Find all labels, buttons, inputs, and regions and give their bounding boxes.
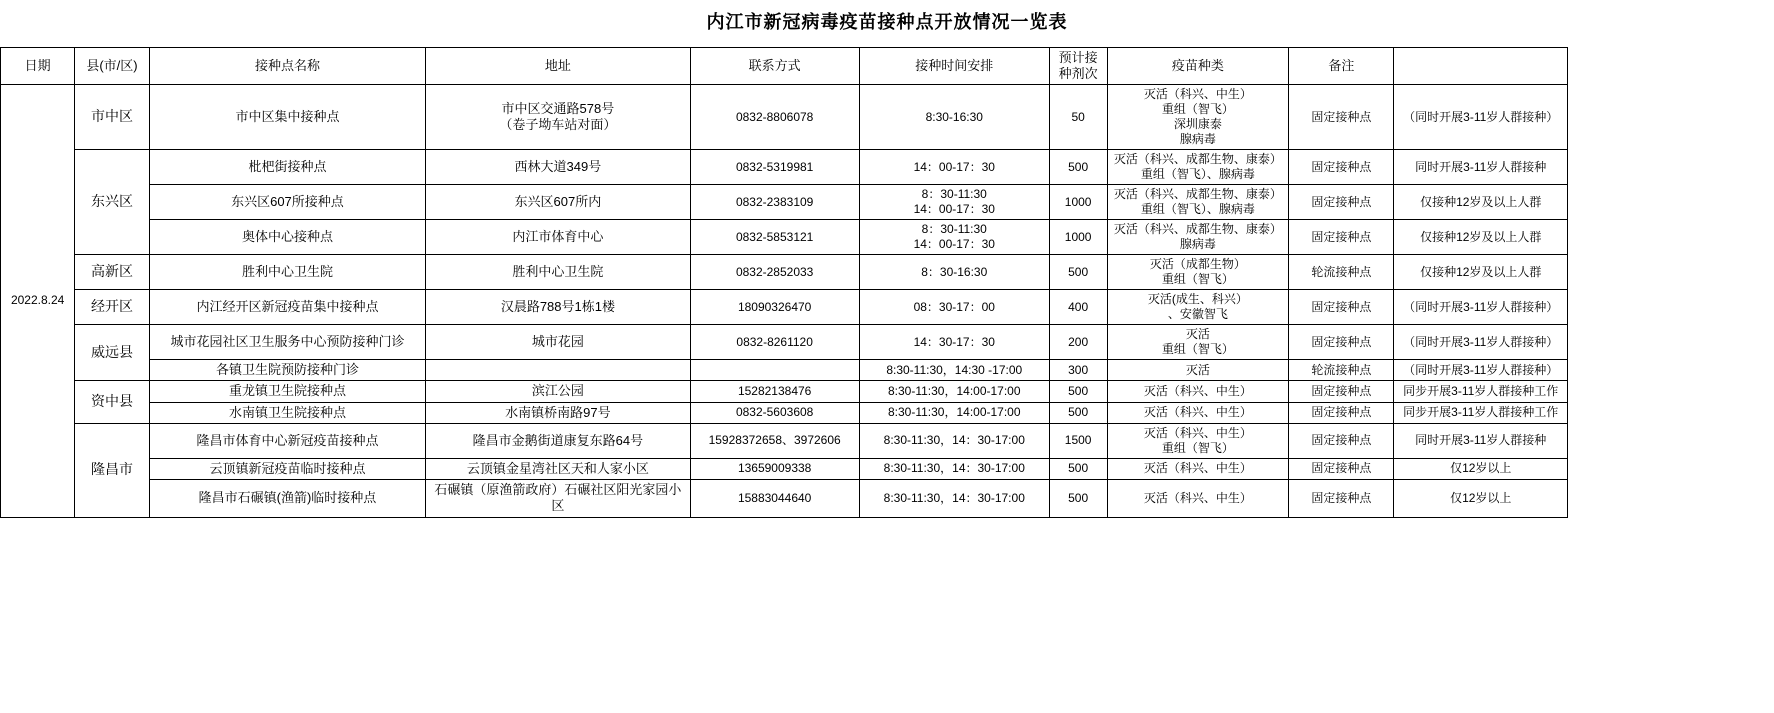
cell-site-name: 枇杷街接种点 xyxy=(149,150,426,185)
cell-vaccine-type: 灭活（科兴、中生） 重组（智飞） xyxy=(1107,423,1289,458)
cell-vaccine-type: 灭活 重组（智飞） xyxy=(1107,325,1289,360)
cell-note: 同时开展3-11岁人群接种 xyxy=(1394,423,1568,458)
table-row xyxy=(1,423,1568,458)
cell-site-name: 奥体中心接种点 xyxy=(149,220,426,255)
cell-remark: 固定接种点 xyxy=(1289,480,1394,518)
cell-site-name: 胜利中心卫生院 xyxy=(149,255,426,290)
header-contact: 联系方式 xyxy=(690,47,859,85)
cell-doses: 1500 xyxy=(1049,423,1107,458)
cell-note: 仅12岁以上 xyxy=(1394,458,1568,479)
cell-time: 8：30-11:30 14：00-17：30 xyxy=(859,185,1049,220)
cell-contact: 0832-8261120 xyxy=(690,325,859,360)
cell-vaccine-type: 灭活（科兴、成都生物、康泰） 重组（智飞）、腺病毒 xyxy=(1107,185,1289,220)
cell-doses: 50 xyxy=(1049,85,1107,150)
cell-vaccine-type: 灭活 xyxy=(1107,360,1289,381)
page-title: 内江市新冠病毒疫苗接种点开放情况一览表 xyxy=(706,12,1068,32)
cell-time: 08：30-17：00 xyxy=(859,290,1049,325)
cell-vaccine-type: 灭活（科兴、成都生物、康泰） 腺病毒 xyxy=(1107,220,1289,255)
cell-contact: 15883044640 xyxy=(690,480,859,518)
cell-vaccine-type: 灭活（成都生物） 重组（智飞） xyxy=(1107,255,1289,290)
cell-address: 胜利中心卫生院 xyxy=(426,255,690,290)
header-county: 县(市/区) xyxy=(75,47,149,85)
cell-address: 城市花园 xyxy=(426,325,690,360)
table-body xyxy=(1,85,1568,518)
cell-note: 仅接种12岁及以上人群 xyxy=(1394,220,1568,255)
cell-note: （同时开展3-11岁人群接种） xyxy=(1394,85,1568,150)
cell-site-name: 各镇卫生院预防接种门诊 xyxy=(149,360,426,381)
header-date: 日期 xyxy=(1,47,75,85)
cell-site-name: 重龙镇卫生院接种点 xyxy=(149,381,426,402)
cell-remark: 固定接种点 xyxy=(1289,185,1394,220)
table-header-row xyxy=(1,47,1568,85)
cell-vaccine-type: 灭活(成生、科兴） 、安徽智飞 xyxy=(1107,290,1289,325)
cell-contact: 0832-2383109 xyxy=(690,185,859,220)
cell-county: 市中区 xyxy=(75,85,149,150)
cell-county: 隆昌市 xyxy=(75,423,149,517)
cell-doses: 1000 xyxy=(1049,185,1107,220)
cell-contact: 0832-8806078 xyxy=(690,85,859,150)
cell-time: 8:30-11:30，14：30-17:00 xyxy=(859,423,1049,458)
header-doses: 预计接种剂次 xyxy=(1049,47,1107,85)
cell-contact: 0832-2852033 xyxy=(690,255,859,290)
cell-address: 汉晨路788号1栋1楼 xyxy=(426,290,690,325)
cell-time: 14：00-17：30 xyxy=(859,150,1049,185)
cell-contact: 0832-5603608 xyxy=(690,402,859,423)
cell-site-name: 城市花园社区卫生服务中心预防接种门诊 xyxy=(149,325,426,360)
cell-remark: 固定接种点 xyxy=(1289,458,1394,479)
header-vaccine-type: 疫苗种类 xyxy=(1107,47,1289,85)
cell-site-name: 水南镇卫生院接种点 xyxy=(149,402,426,423)
cell-contact xyxy=(690,360,859,381)
cell-remark: 固定接种点 xyxy=(1289,85,1394,150)
cell-remark: 固定接种点 xyxy=(1289,325,1394,360)
cell-site-name: 隆昌市石碾镇(渔箭)临时接种点 xyxy=(149,480,426,518)
cell-remark: 固定接种点 xyxy=(1289,150,1394,185)
table-row xyxy=(1,480,1568,518)
cell-contact: 18090326470 xyxy=(690,290,859,325)
cell-doses: 200 xyxy=(1049,325,1107,360)
cell-address xyxy=(426,360,690,381)
header-extra xyxy=(1394,47,1568,85)
cell-county: 东兴区 xyxy=(75,150,149,255)
cell-address: 滨江公园 xyxy=(426,381,690,402)
cell-note: 仅接种12岁及以上人群 xyxy=(1394,185,1568,220)
cell-contact: 15282138476 xyxy=(690,381,859,402)
cell-remark: 固定接种点 xyxy=(1289,402,1394,423)
cell-note: 仅12岁以上 xyxy=(1394,480,1568,518)
cell-address: 云顶镇金星湾社区天和人家小区 xyxy=(426,458,690,479)
cell-time: 8:30-11:30，14：30-17:00 xyxy=(859,480,1049,518)
cell-doses: 400 xyxy=(1049,290,1107,325)
cell-address: 石碾镇（原渔箭政府）石碾社区阳光家园小区 xyxy=(426,480,690,518)
cell-contact: 0832-5853121 xyxy=(690,220,859,255)
header-time: 接种时间安排 xyxy=(859,47,1049,85)
table-row xyxy=(1,325,1568,360)
cell-note: 同步开展3-11岁人群接种工作 xyxy=(1394,402,1568,423)
cell-note: （同时开展3-11岁人群接种） xyxy=(1394,325,1568,360)
header-site-name: 接种点名称 xyxy=(149,47,426,85)
cell-address: 水南镇桥南路97号 xyxy=(426,402,690,423)
cell-doses: 500 xyxy=(1049,150,1107,185)
cell-remark: 固定接种点 xyxy=(1289,381,1394,402)
table-row xyxy=(1,185,1568,220)
cell-remark: 轮流接种点 xyxy=(1289,255,1394,290)
cell-note: 同步开展3-11岁人群接种工作 xyxy=(1394,381,1568,402)
table-row xyxy=(1,290,1568,325)
cell-site-name: 内江经开区新冠疫苗集中接种点 xyxy=(149,290,426,325)
cell-doses: 1000 xyxy=(1049,220,1107,255)
cell-contact: 13659009338 xyxy=(690,458,859,479)
cell-doses: 300 xyxy=(1049,360,1107,381)
cell-vaccine-type: 灭活（科兴、中生） 重组（智飞） 深圳康泰 腺病毒 xyxy=(1107,85,1289,150)
cell-date: 2022.8.24 xyxy=(1,85,75,518)
cell-vaccine-type: 灭活（科兴、中生） xyxy=(1107,402,1289,423)
cell-site-name: 市中区集中接种点 xyxy=(149,85,426,150)
table-row xyxy=(1,255,1568,290)
cell-remark: 固定接种点 xyxy=(1289,290,1394,325)
cell-remark: 固定接种点 xyxy=(1289,220,1394,255)
cell-time: 8:30-11:30，14:00-17:00 xyxy=(859,381,1049,402)
cell-county: 资中县 xyxy=(75,381,149,424)
cell-remark: 固定接种点 xyxy=(1289,423,1394,458)
cell-doses: 500 xyxy=(1049,255,1107,290)
cell-vaccine-type: 灭活（科兴、成都生物、康泰） 重组（智飞）、腺病毒 xyxy=(1107,150,1289,185)
cell-time: 14：30-17：30 xyxy=(859,325,1049,360)
cell-address: 隆昌市金鹅街道康复东路64号 xyxy=(426,423,690,458)
header-remark: 备注 xyxy=(1289,47,1394,85)
table-row xyxy=(1,85,1568,150)
cell-vaccine-type: 灭活（科兴、中生） xyxy=(1107,458,1289,479)
cell-county: 经开区 xyxy=(75,290,149,325)
table-row xyxy=(1,458,1568,479)
cell-remark: 轮流接种点 xyxy=(1289,360,1394,381)
cell-note: （同时开展3-11岁人群接种） xyxy=(1394,360,1568,381)
cell-site-name: 东兴区607所接种点 xyxy=(149,185,426,220)
header-address: 地址 xyxy=(426,47,690,85)
table-row xyxy=(1,360,1568,381)
cell-time: 8：30-16:30 xyxy=(859,255,1049,290)
cell-vaccine-type: 灭活（科兴、中生） xyxy=(1107,381,1289,402)
cell-county: 威远县 xyxy=(75,325,149,381)
cell-note: 仅接种12岁及以上人群 xyxy=(1394,255,1568,290)
cell-time: 8:30-11:30，14：30-17:00 xyxy=(859,458,1049,479)
cell-address: 东兴区607所内 xyxy=(426,185,690,220)
cell-contact: 15928372658、3972606 xyxy=(690,423,859,458)
cell-address: 内江市体育中心 xyxy=(426,220,690,255)
table-row xyxy=(1,150,1568,185)
cell-doses: 500 xyxy=(1049,381,1107,402)
cell-contact: 0832-5319981 xyxy=(690,150,859,185)
cell-site-name: 云顶镇新冠疫苗临时接种点 xyxy=(149,458,426,479)
cell-doses: 500 xyxy=(1049,402,1107,423)
cell-note: 同时开展3-11岁人群接种 xyxy=(1394,150,1568,185)
cell-vaccine-type: 灭活（科兴、中生） xyxy=(1107,480,1289,518)
cell-note: （同时开展3-11岁人群接种） xyxy=(1394,290,1568,325)
table-row xyxy=(1,220,1568,255)
cell-address: 市中区交通路578号 （卷子坳车站对面） xyxy=(426,85,690,150)
cell-time: 8:30-11:30，14:30 -17:00 xyxy=(859,360,1049,381)
cell-address: 西林大道349号 xyxy=(426,150,690,185)
table-row xyxy=(1,381,1568,402)
cell-doses: 500 xyxy=(1049,458,1107,479)
cell-county: 高新区 xyxy=(75,255,149,290)
vaccination-sites-table xyxy=(0,47,1568,518)
table-row xyxy=(1,402,1568,423)
cell-doses: 500 xyxy=(1049,480,1107,518)
cell-time: 8:30-16:30 xyxy=(859,85,1049,150)
cell-time: 8:30-11:30，14:00-17:00 xyxy=(859,402,1049,423)
cell-site-name: 隆昌市体育中心新冠疫苗接种点 xyxy=(149,423,426,458)
cell-time: 8：30-11:30 14：00-17：30 xyxy=(859,220,1049,255)
